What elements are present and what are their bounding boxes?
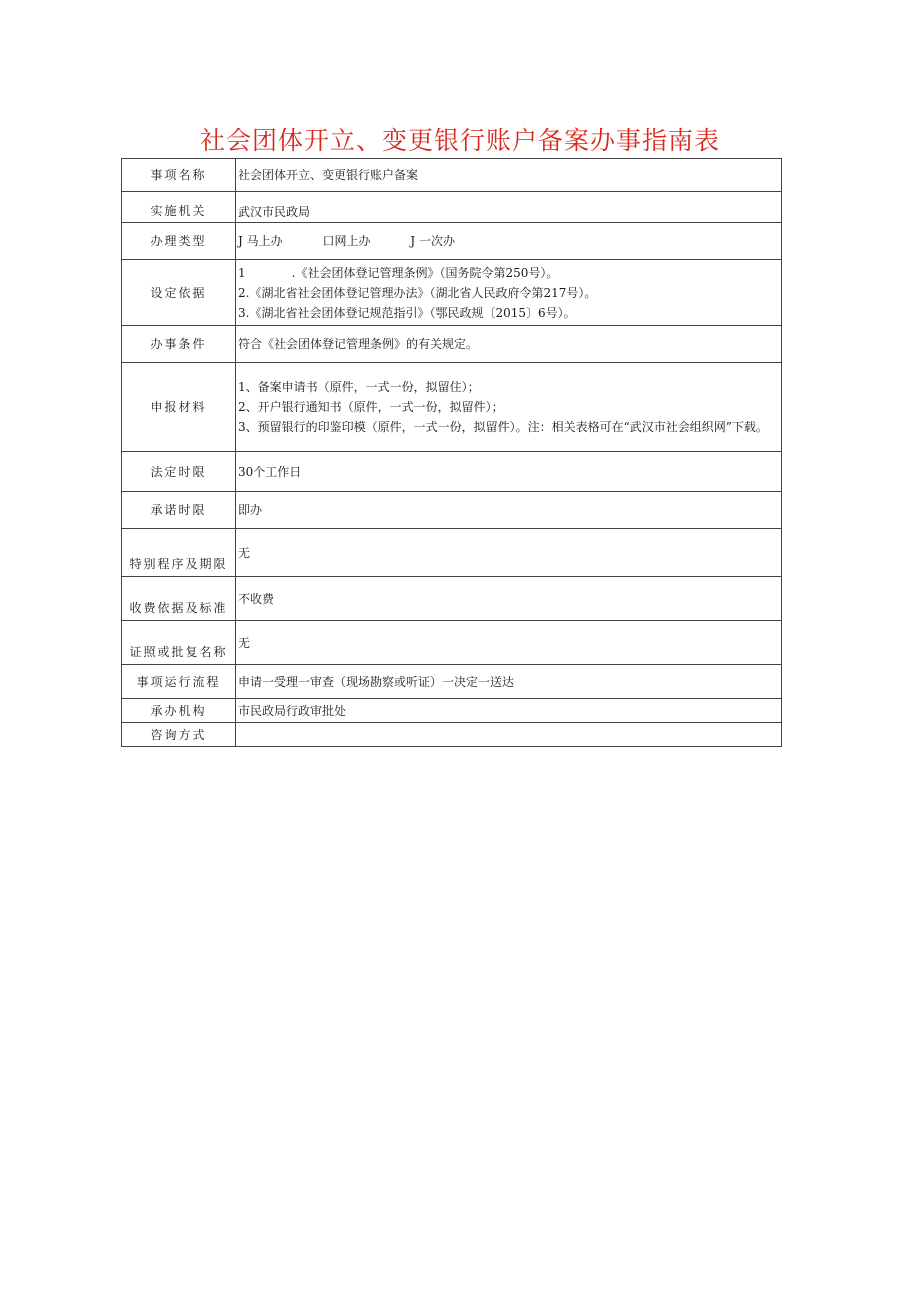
handle-type-value xyxy=(236,223,782,260)
basis-line xyxy=(238,283,781,303)
table-row xyxy=(122,192,782,223)
item-name-value: 社会团体开立、变更银行账户备案 xyxy=(236,159,782,192)
basis-text: 《湖北省社会团体登记管理办法》（湖北省人民政府令第217号）。 xyxy=(249,285,597,300)
handle-type-option: J 马上办 xyxy=(238,234,283,248)
row-label: 设定依据 xyxy=(122,260,236,326)
fee-value: 不收费 xyxy=(236,577,782,621)
row-label: 事项名称 xyxy=(122,159,236,192)
materials-value xyxy=(236,363,782,452)
process-value: 申请一受理一审查（现场勘察或听证）一决定一送达 xyxy=(236,665,782,699)
basis-number: 2. xyxy=(238,285,250,300)
agency-value: 武汉市民政局 xyxy=(236,192,782,223)
table-row xyxy=(122,665,782,699)
table-row xyxy=(122,159,782,192)
table-row xyxy=(122,699,782,723)
license-value: 无 xyxy=(236,621,782,665)
table-row xyxy=(122,223,782,260)
table-row xyxy=(122,260,782,326)
row-label: 事项运行流程 xyxy=(122,665,236,699)
table-row xyxy=(122,577,782,621)
office-value: 市民政局行政审批处 xyxy=(236,699,782,723)
row-label: 特别程序及期限 xyxy=(122,529,236,577)
table-row xyxy=(122,529,782,577)
basis-text: .《社会团体登记管理条例》（国务院令第250号）。 xyxy=(291,265,559,280)
table-row xyxy=(122,723,782,747)
basis-line xyxy=(238,263,781,283)
table-row xyxy=(122,363,782,452)
material-item: 2、开户银行通知书（原件，一式一份，拟留件）； xyxy=(238,400,504,414)
row-label: 承诺时限 xyxy=(122,492,236,529)
consult-value xyxy=(236,723,782,747)
basis-value xyxy=(236,260,782,326)
table-row xyxy=(122,621,782,665)
table-row xyxy=(122,492,782,529)
basis-number: 3. xyxy=(238,305,250,320)
material-item: 3、预留银行的印鉴印模（原件，一式一份，拟留件）。注：相关表格可在“武汉市社会组织网”下载。 xyxy=(238,420,768,434)
row-label: 申报材料 xyxy=(122,363,236,452)
basis-number: 1 xyxy=(238,265,246,280)
page-title: 社会团体开立、变更银行账户备案办事指南表 xyxy=(199,126,720,155)
table-row xyxy=(122,452,782,492)
row-label: 证照或批复名称 xyxy=(122,621,236,665)
promise-limit-value: 即办 xyxy=(236,492,782,529)
row-label: 办理类型 xyxy=(122,223,236,260)
basis-text: 《湖北省社会团体登记规范指引》（鄂民政规〔2015〕6号）。 xyxy=(249,305,576,320)
row-label: 收费依据及标准 xyxy=(122,577,236,621)
row-label: 法定时限 xyxy=(122,452,236,492)
conditions-value: 符合《社会团体登记管理条例》的有关规定。 xyxy=(236,326,782,363)
special-procedure-value: 无 xyxy=(236,529,782,577)
row-label: 办事条件 xyxy=(122,326,236,363)
legal-limit-value: 30个工作日 xyxy=(236,452,782,492)
basis-line xyxy=(238,303,781,323)
handle-type-option: J 一次办 xyxy=(410,234,455,248)
guide-table xyxy=(121,158,782,747)
row-label: 承办机构 xyxy=(122,699,236,723)
handle-type-option: 口网上办 xyxy=(322,234,371,248)
row-label: 实施机关 xyxy=(122,192,236,223)
table-row xyxy=(122,326,782,363)
material-item: 1、备案申请书（原件，一式一份，拟留住）； xyxy=(238,380,480,394)
row-label: 咨询方式 xyxy=(122,723,236,747)
